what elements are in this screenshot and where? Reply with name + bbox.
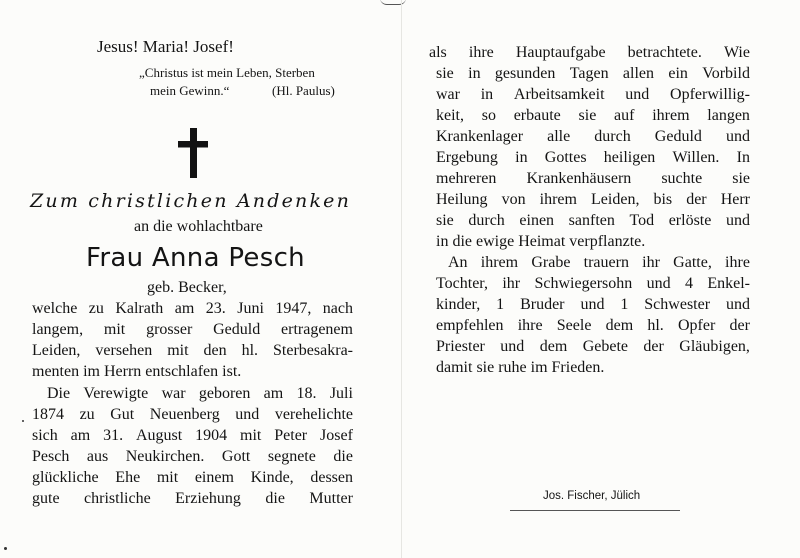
left-text-line: gute christliche Erziehung die Mutter <box>32 490 353 507</box>
top-edge-mark <box>380 0 406 5</box>
left-text-line: menten im Herrn entschlafen ist. <box>32 363 242 380</box>
right-text-line: kinder, 1 Bruder und 1 Schwester und <box>436 296 750 313</box>
right-text-line: war in Arbeitsamkeit und Opferwillig- <box>436 86 750 103</box>
right-text-line: Heilung von ihrem Leiden, bis der Herr <box>436 191 750 208</box>
right-text-line: mehreren Krankenhäusern suchte sie <box>436 170 750 187</box>
right-text-line: Krankenlager alle durch Geduld und <box>436 128 750 145</box>
right-text-line: Tochter, ihr Schwiegersohn und 4 Enkel- <box>436 275 750 292</box>
left-text-line: Die Verewigte war geboren am 18. Juli <box>47 385 353 402</box>
subheading: an die wohlachtbare <box>134 218 263 235</box>
right-text-line: empfehlen ihre Seele dem hl. Opfer der <box>436 317 750 334</box>
left-text-line: Pesch aus Neukirchen. Gott segnete die <box>32 448 353 465</box>
quote-line-1: „Christus ist mein Leben, Sterben <box>139 65 315 80</box>
left-text-line: glückliche Ehe mit einem Kinde, dessen <box>32 469 353 486</box>
printer-rule <box>510 510 680 511</box>
quote-attribution: (Hl. Paulus) <box>272 83 335 98</box>
quote-line-2: mein Gewinn.“ <box>150 83 230 98</box>
right-text-line: in die ewige Heimat verpflanzte. <box>436 233 646 250</box>
latin-cross-icon <box>178 128 208 178</box>
left-text-line: Leiden, versehen mit den hl. Sterbesakra- <box>32 342 353 359</box>
printer-imprint: Jos. Fischer, Jülich <box>543 490 641 502</box>
right-text-line: als ihre Hauptaufgabe betrachtete. Wie <box>429 44 750 61</box>
right-text-line: An ihrem Grabe trauern ihr Gatte, ihre <box>448 254 750 271</box>
left-text-line: sich am 31. August 1904 mit Peter Josef <box>32 427 353 444</box>
left-text-line: 1874 zu Gut Neuenberg und verehelichte <box>32 406 353 423</box>
left-text-line: langem, mit grosser Geduld ertragenem <box>32 321 353 338</box>
right-text-line: Ergebung in Gottes heiligen Willen. In <box>436 149 750 166</box>
invocation: Jesus! Maria! Josef! <box>97 37 234 56</box>
scan-speck <box>22 420 24 422</box>
right-text-line: damit sie ruhe im Frieden. <box>436 359 605 376</box>
right-text-line: sie in gesunden Tagen allen ein Vorbild <box>436 65 750 82</box>
heading: Zum christlichen Andenken <box>30 190 352 212</box>
birth-name: geb. Becker, <box>147 279 227 296</box>
deceased-name: Frau Anna Pesch <box>86 243 305 273</box>
scan-speck <box>4 547 7 550</box>
center-fold <box>401 0 402 558</box>
left-text-line: welche zu Kalrath am 23. Juni 1947, nach <box>32 300 353 317</box>
right-text-line: Priester und dem Gebete der Gläubigen, <box>436 338 750 355</box>
right-text-line: sie durch einen sanften Tod erlöste und <box>436 212 750 229</box>
right-text-line: keit, so erbaute sie auf ihrem langen <box>436 107 750 124</box>
